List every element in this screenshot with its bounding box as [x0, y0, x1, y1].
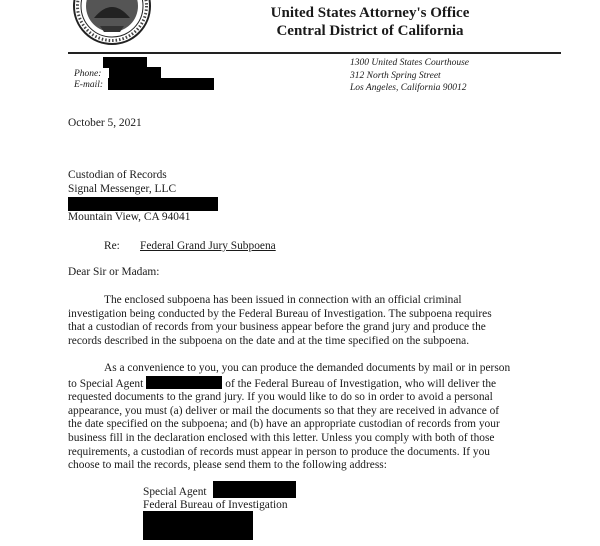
paragraph-2 [68, 362, 548, 473]
department-of-justice-seal-icon [72, 0, 152, 46]
paragraph-line: records described in the subpoena on the date and at the time specified on the subpoena. [68, 334, 470, 347]
address-redaction [143, 511, 253, 540]
letter-date: October 5, 2021 [68, 117, 142, 129]
salutation: Dear Sir or Madam: [68, 266, 160, 278]
email-label: E-mail: [74, 80, 104, 90]
recipient-address-redaction [68, 197, 218, 211]
address-line: 1300 United States Courthouse [350, 58, 470, 68]
email-redaction [108, 78, 214, 90]
paragraph-line: business fill in the declaration enclosed with this letter. Unless you comply with both of those [68, 431, 495, 444]
paragraph-line: that a custodian of records from your business appear before the grand jury and produce the [68, 321, 486, 334]
paragraph-text: to Special Agent [68, 377, 144, 390]
agent-name-redaction [146, 376, 222, 389]
agent-name-redaction [213, 481, 296, 498]
paragraph-line: requirements, a custodian of records must appear in person to produce the documents. If you [68, 445, 490, 458]
paragraph-text: of the Federal Bureau of Investigation, who will deliver the [225, 377, 497, 390]
mailing-line: Federal Bureau of Investigation [143, 499, 288, 511]
re-subject: Federal Grand Jury Subpoena [140, 240, 276, 252]
paragraph-line: The enclosed subpoena has been issued in connection with an official criminal [104, 294, 462, 306]
phone-label: Phone: [74, 69, 102, 79]
paragraph-line: appearance, you must (a) deliver or mail the documents so that they are received in advance of [68, 404, 500, 417]
paragraph-line: choose to mail the records, please send them to the following address: [68, 459, 387, 472]
paragraph-line: As a convenience to you, you can produce the demanded documents by mail or in person [104, 362, 511, 374]
office-name-line2: Central District of California [276, 23, 464, 39]
recipient-line: Signal Messenger, LLC [68, 183, 177, 195]
header-divider [68, 52, 561, 54]
recipient-line: Custodian of Records [68, 169, 167, 181]
address-line: 312 North Spring Street [350, 70, 441, 81]
paragraph-line [68, 376, 548, 392]
paragraph-line: requested documents to the grand jury. If you would like to do so in order to avoid a personal [68, 391, 493, 404]
office-address [350, 57, 469, 95]
paragraph-line: the date specified on the subpoena; and (b) have an appropriate custodian of records from your [68, 418, 500, 431]
recipient-line: Mountain View, CA 94041 [68, 211, 191, 223]
paragraph-line: investigation being conducted by the Federal Bureau of Investigation. The subpoena requires [68, 307, 492, 320]
re-label: Re: [104, 240, 120, 252]
mailing-line: Special Agent [143, 486, 207, 498]
address-line: Los Angeles, California 90012 [350, 83, 467, 93]
office-name-line1: United States Attorney's Office [270, 5, 470, 21]
re-subject-wrap [140, 240, 276, 254]
paragraph-1 [68, 294, 548, 348]
